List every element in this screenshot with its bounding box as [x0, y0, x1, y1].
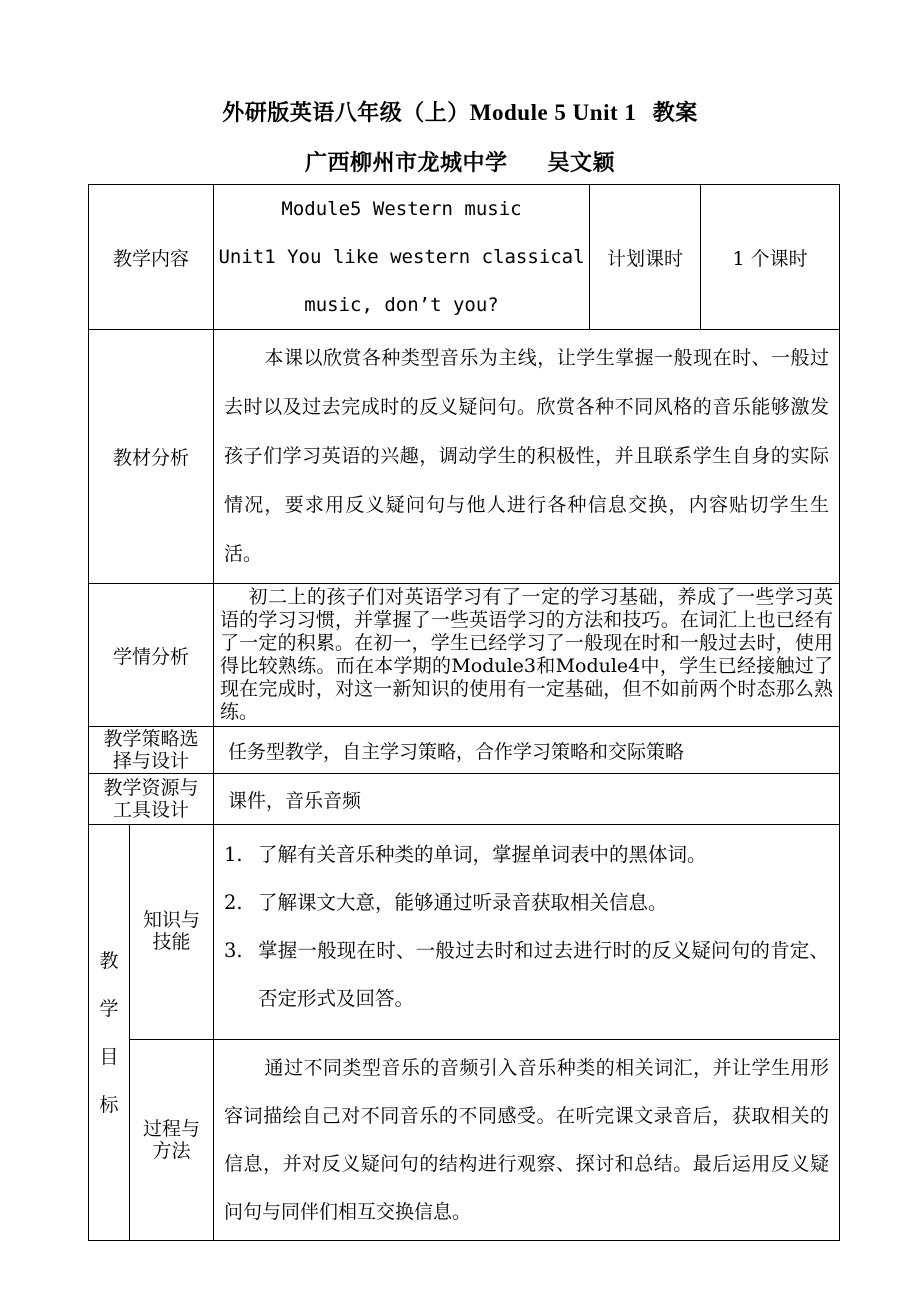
goals-char: 目 — [99, 1045, 119, 1068]
process-method-body: 通过不同类型音乐的音频引入音乐种类的相关词汇，并让学生用形容词描绘自己对不同音乐的不同感受。在听完课文录音后，获取相关的信息，并对反义疑问句的结构进行观察、探讨和总结。最后运用反义疑问句与同伴们相互交换信息。 — [224, 1057, 830, 1223]
resources-label-line: 教学资源与 — [103, 777, 199, 799]
row-goals-process — [89, 1040, 840, 1241]
resources-label — [89, 774, 214, 825]
process-method-text — [214, 1040, 840, 1241]
knowledge-skills-items — [214, 825, 840, 1040]
list-item: 2. 了解课文大意，能够通过听录音获取相关信息。 — [224, 891, 668, 914]
content-line: Unit1 You like western classical — [218, 246, 585, 268]
strategy-label-line: 择与设计 — [113, 750, 190, 772]
row-student-analysis — [89, 584, 840, 727]
knowledge-label-line: 技能 — [152, 931, 191, 953]
row-material-analysis — [89, 330, 840, 584]
title-suffix: 教案 — [652, 100, 698, 126]
planned-hours-label: 计划课时 — [590, 185, 701, 330]
teaching-content-label: 教学内容 — [89, 185, 214, 330]
goals-char: 标 — [99, 1093, 119, 1116]
resources-label-line: 工具设计 — [113, 799, 190, 821]
teaching-content-value — [214, 185, 590, 330]
student-analysis-body: 初二上的孩子们对英语学习有了一定的学习基础，养成了一些学习英语的学习习惯，并掌握了一些英语学习的方法和技巧。在词汇上也已经有了一定的积累。在初一，学生已经学习了一般现在时和一般过去时，使用得比较熟练。而在本学期的Module3和Module4中，学生已经接触过了现在完成时，对这一新知识的使用有一定基础，但不如前两个时态那么熟练。 — [220, 586, 834, 723]
list-item: 3. 掌握一般现在时、一般过去时和过去进行时的反义疑问句的肯定、否定形式及回答。 — [224, 939, 830, 1010]
row-goals-knowledge — [89, 825, 840, 1040]
material-analysis-label: 教材分析 — [89, 330, 214, 584]
school-name: 广西柳州市龙城中学 — [304, 150, 508, 176]
strategy-label-line: 教学策略选 — [103, 728, 199, 750]
student-analysis-label: 学情分析 — [89, 584, 214, 727]
content-line: Module5 Western music — [281, 198, 522, 220]
content-line: music, don’t you? — [304, 294, 499, 316]
resources-text: 课件，音乐音频 — [214, 774, 840, 825]
material-analysis-body: 本课以欣赏各种类型音乐为主线，让学生掌握一般现在时、一般过去时以及过去完成时的反义疑问句。欣赏各种不同风格的音乐能够激发孩子们学习英语的兴趣，调动学生的积极性，并且联系学生自身的实际情况，要求用反义疑问句与他人进行各种信息交换，内容贴切学生生活。 — [224, 347, 830, 565]
page-subtitle — [0, 146, 920, 177]
lesson-plan-table — [88, 184, 840, 1241]
title-module-unit: Module 5 Unit 1 — [469, 100, 637, 125]
process-label-line: 过程与 — [143, 1118, 201, 1140]
row-strategy — [89, 727, 840, 774]
material-analysis-text — [214, 330, 840, 584]
knowledge-label-line: 知识与 — [143, 909, 201, 931]
teaching-goals-label — [89, 825, 130, 1241]
goals-char: 教 — [99, 949, 119, 972]
strategy-text: 任务型教学，自主学习策略，合作学习策略和交际策略 — [214, 727, 840, 774]
knowledge-list — [214, 825, 839, 1029]
row-resources — [89, 774, 840, 825]
student-analysis-text — [214, 584, 840, 727]
title-chinese-prefix: 外研版英语八年级（上） — [222, 100, 470, 126]
goals-char: 学 — [99, 997, 119, 1020]
row-teaching-content — [89, 185, 840, 330]
process-method-label — [130, 1040, 214, 1241]
author-name: 吴文颖 — [547, 150, 616, 176]
process-label-line: 方法 — [152, 1140, 191, 1162]
list-item: 1. 了解有关音乐种类的单词，掌握单词表中的黑体词。 — [224, 843, 707, 866]
page-title — [0, 96, 920, 127]
planned-hours-value: 1 个课时 — [701, 185, 840, 330]
strategy-label — [89, 727, 214, 774]
knowledge-skills-label — [130, 825, 214, 1040]
